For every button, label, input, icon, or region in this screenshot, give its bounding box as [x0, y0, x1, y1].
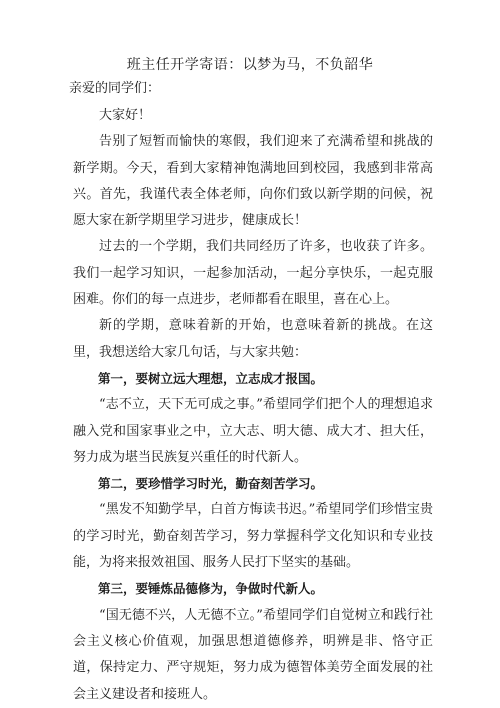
point-text-1: “志不立，天下无可成之事。”希望同学们把个人的理想追求融入党和国家事业之中，立大志、明大德、成大才、担大任，努力成为堪当民族复兴重任的时代新人。 — [73, 397, 433, 465]
paragraph-intro: 告别了短暂而愉快的寒假，我们迎来了充满希望和挑战的新学期。今天，看到大家精神饱满地回到校园，我感到非常高兴。首先，我谨代表全体老师，向你们致以新学期的问候，祝愿大家在新学期里学习进步，健康成长！ — [73, 134, 433, 229]
paragraph-review: 过去的一个学期，我们共同经历了许多，也收获了许多。我们一起学习知识，一起参加活动，一起分享快乐，一起克服困难。你们的每一点进步，老师都看在眼里，喜在心上。 — [73, 239, 433, 308]
point-heading-2: 第二，要珍惜学习时光，勤奋刻苦学习。 — [98, 476, 324, 492]
paragraph-lead-in: 新的学期，意味着新的开始，也意味着新的挑战。在这里，我想送给大家几句话，与大家共勉： — [73, 318, 433, 360]
letter-body — [73, 103, 433, 708]
salutation: 亲爱的同学们： — [69, 81, 161, 96]
point-heading-3: 第三，要锤炼品德修为，争做时代新人。 — [98, 581, 324, 597]
point-text-3: “国无德不兴，人无德不立。”希望同学们自觉树立和践行社会主义核心价值观，加强思想道德修养，明辨是非、恪守正道，保持定力、严守规矩，努力成为德智体美劳全面发展的社会主义建设者和接班人。 — [73, 607, 433, 702]
hello-line: 大家好！ — [99, 108, 152, 123]
point-heading-1: 第一，要树立远大理想，立志成才报国。 — [98, 370, 324, 386]
point-text-2: “黑发不知勤学早，白首方悔读书迟。”希望同学们珍惜宝贵的学习时光，勤奋刻苦学习，努力掌握科学文化知识和专业技能，为将来报效祖国、服务人民打下坚实的基础。 — [73, 502, 433, 571]
document-title: 班主任开学寄语：以梦为马，不负韶华 — [126, 57, 374, 73]
